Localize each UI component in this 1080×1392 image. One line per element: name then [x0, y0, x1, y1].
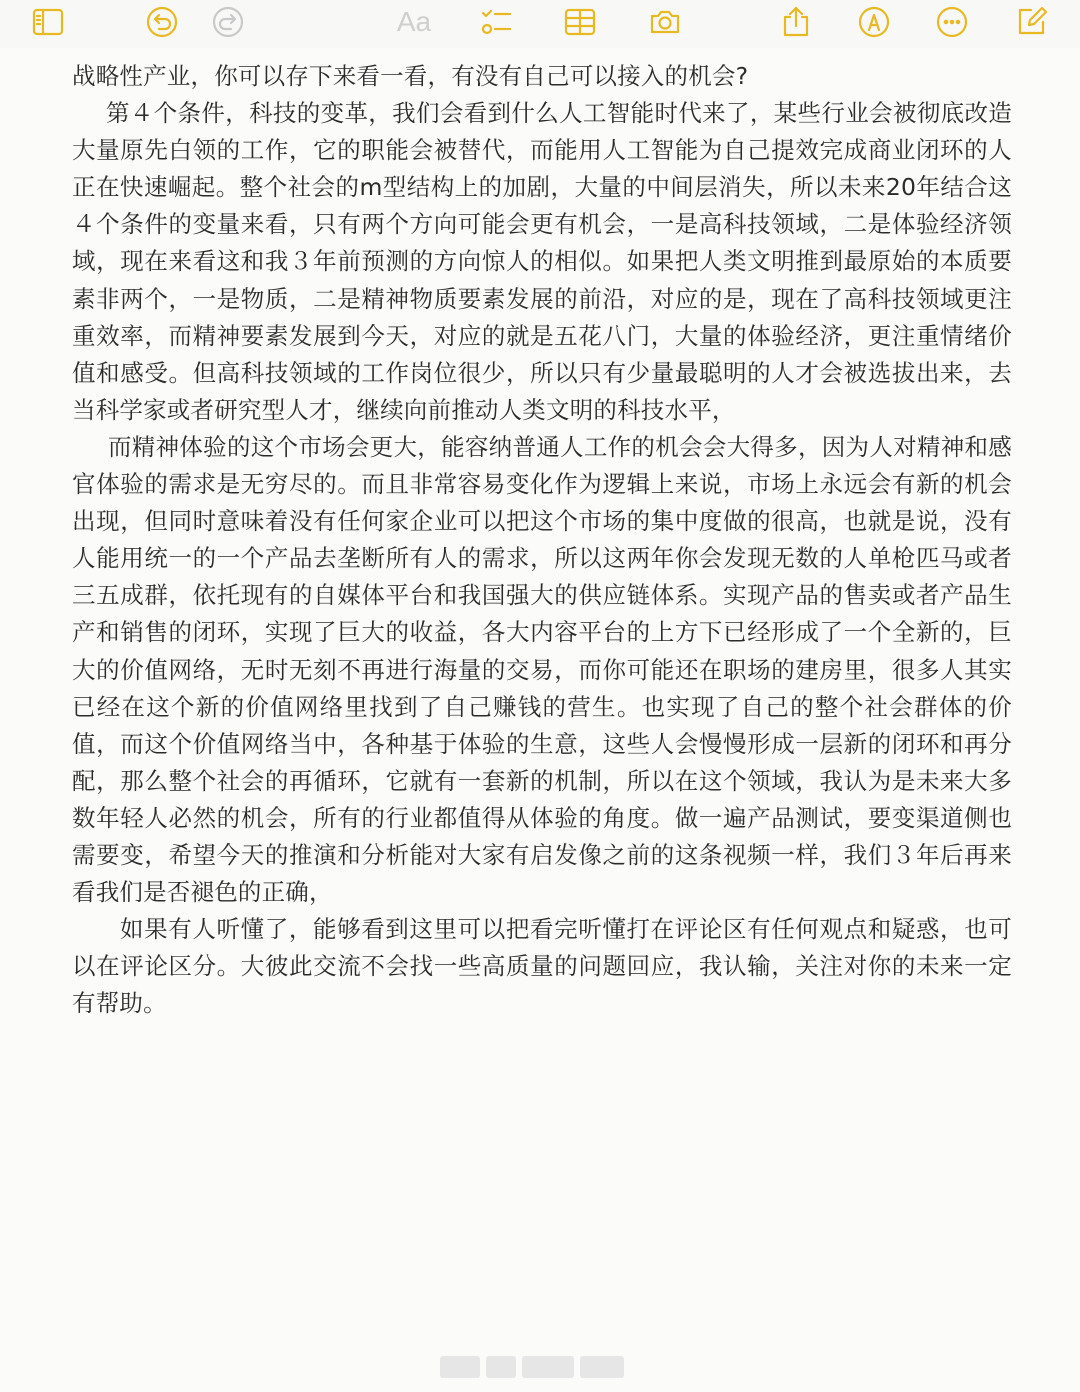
- note-paragraph: 而精神体验的这个市场会更大，能容纳普通人工作的机会会大得多，因为人对精神和感官体验的需求是无穷尽的。而且非常容易变化作为逻辑上来说，市场上永远会有新的机会出现，但同时意味着没有任何家企业可以把这个市场的集中度做的很高，也就是说，没有人能用统一的一个产品去垄断所有人的需求，所以这两年你会发现无数的人单枪匹马或者三五成群，依托现有的自媒体平台和我国强大的供应链体系。实现产品的售卖或者产品生产和销售的闭环，实现了巨大的收益，各大内容平台的上方下已经形成了一个全新的，巨大的价值网络，无时无刻不再进行海量的交易，而你可能还在职场的建房里，很多人其实已经在这个新的价值网络里找到了自己赚钱的营生。也实现了自己的整个社会群体的价值，而这个价值网络当中，各种基于体验的生意，这些人会慢慢形成一层新的闭环和再分配，那么整个社会的再循环，它就有一套新的机制，所以在这个领域，我认为是未来大多数年轻人必然的机会，所有的行业都值得从体验的角度。做一遍产品测试，要变渠道侧也需要变，希望今天的推演和分析能对大家有启发像之前的这条视频一样，我们３年后再来看我们是否褪色的正确，: [72, 432, 1012, 907]
- note-paragraph: 如果有人听懂了，能够看到这里可以把看完听懂打在评论区有任何观点和疑惑，也可以在评论区分。大彼此交流不会找一些高质量的问题回应，我认输，关注对你的未来一定有帮助。: [72, 915, 1012, 1018]
- note-paragraph: 第４个条件，科技的变革，我们会看到什么人工智能时代来了，某些行业会被彻底改造大量原先白领的工作，它的职能会被替代，而能用人工智能为自己提效完成商业闭环的人正在快速崛起。整个社会的m型结构上的加剧，大量的中间层消失，所以未来20年结合这４个条件的变量来看，只有两个方向可能会更有机会，一是高科技领域，二是体验经济领域，现在来看这和我３年前预测的方向惊人的相似。如果把人类文明推到最原始的本质要素非两个，一是物质，二是精神物质要素发展的前沿，对应的是，现在了高科技领域更注重效率，而精神要素发展到今天，对应的就是五花八门，大量的体验经济，更注重情绪价值和感受。但高科技领域的工作岗位很少，所以只有少量最聪明的人才会被选拔出来，去当科学家或者研究型人才，继续向前推动人类文明的科技水平，: [72, 99, 1012, 424]
- undo-icon[interactable]: [140, 2, 184, 42]
- notes-toolbar: [0, 0, 1080, 48]
- note-paragraph: 战略性产业，你可以存下来看一看，有没有自己可以接入的机会?: [72, 62, 749, 90]
- camera-icon[interactable]: [643, 2, 687, 42]
- redo-icon[interactable]: [206, 2, 250, 42]
- note-body[interactable]: [72, 58, 1012, 1022]
- checklist-icon[interactable]: [474, 2, 518, 42]
- table-icon[interactable]: [558, 2, 602, 42]
- sidebar-icon[interactable]: [26, 2, 70, 42]
- share-icon[interactable]: [774, 2, 818, 42]
- markup-icon[interactable]: [852, 2, 896, 42]
- format-button[interactable]: Aa: [396, 6, 432, 37]
- watermark: [440, 1352, 650, 1382]
- more-icon[interactable]: [930, 2, 974, 42]
- compose-icon[interactable]: [1010, 2, 1054, 42]
